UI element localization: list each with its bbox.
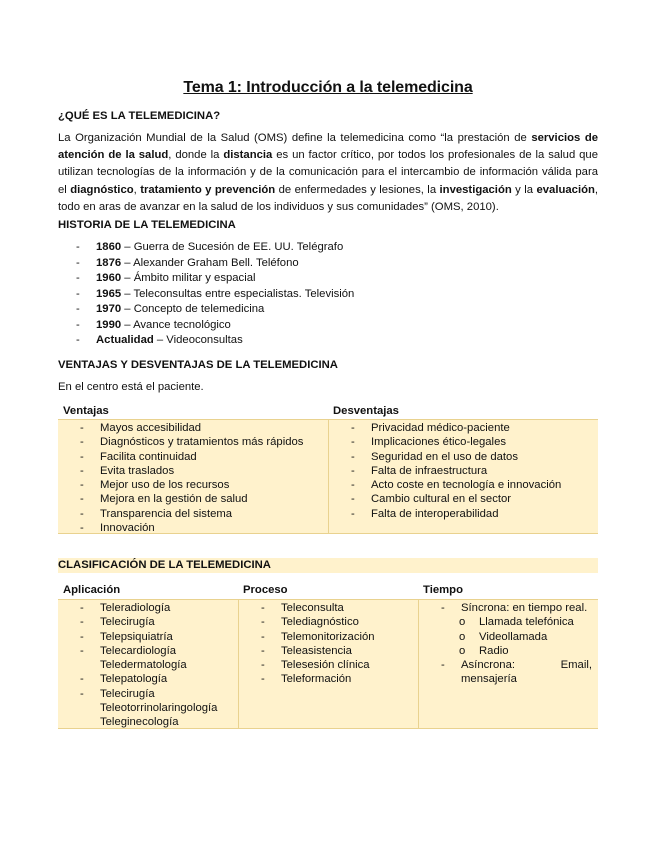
bullet-dash: - [80,493,84,506]
list-item [261,658,418,672]
proceso-list [239,601,418,687]
bullet-dash: - [76,272,80,284]
list-item [80,601,238,615]
list-item-text: Telesesión clínica [281,659,370,672]
header-tiempo: Tiempo [423,584,463,596]
paragraph-run: , [133,183,141,196]
list-item-text: Cambio cultural en el sector [371,493,512,506]
paragraph-run: La Organización Mundial de la Salud (OMS) define la telemedicina como “la prestación de [58,132,532,144]
list-item: - Síncrona: en tiempo real. [441,602,588,614]
list-item-text: Llamada telefónica [479,616,574,629]
list-item-text: Falta de infraestructura [371,464,488,477]
header-desventajas: Desventajas [333,405,399,417]
bullet-dash: - [351,493,355,506]
list-item-text: Transparencia del sistema [100,507,233,520]
list-item-text: Diagnósticos y tratamientos más rápidos [100,436,304,449]
bullet-dash: - [80,616,84,629]
list-item [80,630,238,644]
history-text: – Videoconsultas [153,334,243,346]
list-item-text: Teleginecología [100,716,179,729]
list-item-text: Implicaciones ético-legales [371,436,507,449]
ventajas-list [58,421,328,535]
bullet-dash: - [351,422,355,434]
bullet-dash: - [76,241,80,253]
history-item [76,271,354,287]
tiempo-list [419,601,598,615]
bullet-dash: - [76,256,80,269]
list-item-text: Teleotorrinolaringología [100,702,218,715]
bullet-dash: - [80,522,84,535]
bullet-dash: - [261,602,265,614]
list-item [80,421,328,435]
bullet-dash: - [261,673,265,686]
list-item-text: Facilita continuidad [100,450,197,463]
bullet-dash: - [76,303,80,315]
bullet-dash: - [80,644,84,657]
bullet-dash: - [80,673,84,686]
bullet-dash: - [261,659,265,672]
list-item-text: Telepsiquiatría [100,630,173,643]
history-year: 1960 [96,272,122,284]
history-text: – Teleconsultas entre especialistas. Televisión [121,287,355,300]
pros-cons-table [58,405,598,534]
bullet-dash: - [261,616,265,629]
list-item-text: Mejora en la gestión de salud [100,493,248,506]
page-title: Tema 1: Introducción a la telemedicina [183,79,473,96]
list-item [261,672,418,686]
paragraph-run: y la [511,183,537,196]
header-proceso: Proceso [243,584,288,596]
list-item-text: Mayos accesibilidad [100,422,202,434]
tiempo-sublist [419,615,598,658]
paragraph-run: de enfermedades y lesiones, la [275,183,440,196]
list-item-text: Telecirugía [100,616,155,629]
list-item [351,464,598,478]
list-item-text: Teleradiología [100,602,171,614]
bullet-dash: - [261,630,265,643]
header-ventajas: Ventajas [63,405,109,417]
bullet-dash: - [76,318,80,331]
bullet-dash: - [351,450,355,463]
bullet-dash: - [351,507,355,520]
paragraph-run: , donde la [168,149,224,162]
list-item [80,478,328,492]
paragraph-run: tratamiento y prevención [140,183,276,196]
history-item [76,256,354,272]
bullet-dash: - [76,334,80,346]
bullet-dash: - [80,479,84,492]
bullet-dash: - [261,644,265,657]
list-item [80,672,238,686]
list-item-text: Teledermatología [100,659,187,672]
bullet-dash: - [80,450,84,463]
bullet-dash: - [351,479,355,492]
list-item: - Asíncrona: Email, mensajería [441,659,592,686]
history-text: – Alexander Graham Bell. Teléfono [121,256,299,269]
list-item [351,507,598,521]
list-item-text: Falta de interoperabilidad [371,507,499,520]
list-item-text: Telemonitorización [281,630,375,643]
list-item [351,435,598,449]
bullet-circle: o [459,644,466,657]
list-item-text: Privacidad médico-paciente [371,422,510,434]
bullet-dash: - [80,464,84,477]
list-item-text: Videollamada [479,630,548,643]
list-item-text: Radio [479,644,509,657]
list-item-text: Telecardiología [100,644,176,657]
history-text: – Concepto de telemedicina [121,303,265,315]
list-item [80,435,328,449]
tiempo-list-async [419,658,598,687]
bullet-dash: - [80,630,84,643]
paragraph-run: , todo en aras de avanzar en la salud de los individuos y sus comunidades” (OMS, 2010). [58,183,599,213]
list-item-text: Telepatología [100,673,168,686]
history-item [76,333,354,349]
paragraph-run: distancia [223,149,273,162]
section-heading-classification: CLASIFICACIÓN DE LA TELEMEDICINA [58,558,598,573]
history-year: Actualidad [96,334,154,346]
list-item [80,464,328,478]
list-item-text: Teleformación [281,673,352,686]
paragraph-run: investigación [439,183,512,196]
bullet-dash: - [76,287,80,300]
classification-table [58,584,598,729]
paragraph-run: evaluación [536,183,595,196]
desventajas-list [329,421,598,521]
list-item [351,450,598,464]
history-year: 1965 [96,287,122,300]
aplicacion-list [58,601,238,730]
section-heading-what-is: ¿QUÉ ES LA TELEMEDICINA? [58,110,221,122]
list-item-text: Teleasistencia [281,644,352,657]
list-item [80,521,328,535]
bullet-circle: o [459,616,466,629]
list-item [80,450,328,464]
list-item [351,421,598,435]
list-item-text: Mejor uso de los recursos [100,479,230,492]
history-year: 1876 [96,256,122,269]
bullet-dash: - [351,464,355,477]
bullet-dash: - [80,602,84,614]
paragraph-run: diagnóstico [70,183,134,196]
list-item [261,630,418,644]
list-item-text: Teleconsulta [281,602,344,614]
bullet-dash: - [80,687,84,700]
list-item-text: Telecirugía [100,687,155,700]
history-item [76,318,354,334]
history-item [76,302,354,318]
bullet-dash: - [80,436,84,449]
list-item [261,601,418,615]
definition-paragraph [58,130,598,216]
list-item-text: Telediagnóstico [281,616,359,629]
history-year: 1990 [96,318,122,331]
list-item [80,492,328,506]
list-item-text: Acto coste en tecnología e innovación [371,479,562,492]
section-heading-history: HISTORIA DE LA TELEMEDICINA [58,219,236,231]
list-item [80,615,238,629]
bullet-dash: - [80,422,84,434]
sub-list-item [441,615,598,629]
list-item [261,644,418,658]
bullet-dash: - [80,507,84,520]
history-text: – Avance tecnológico [121,318,231,331]
paragraph-run: servicios de atención de la salud [58,132,599,162]
list-item [351,492,598,506]
sub-list-item [441,644,598,658]
list-item [80,507,328,521]
list-item [351,478,598,492]
history-year: 1860 [96,241,122,253]
history-item [76,287,354,303]
history-year: 1970 [96,303,122,315]
history-text: – Ámbito militar y espacial [121,272,256,284]
section-heading-pros-cons: VENTAJAS Y DESVENTAJAS DE LA TELEMEDICINA [58,359,338,371]
sub-list-item [441,630,598,644]
history-item [76,240,354,256]
list-item [80,687,238,730]
pros-cons-intro: En el centro está el paciente. [58,381,204,393]
list-item-text: Innovación [100,522,155,535]
list-item [80,644,238,673]
list-item [261,615,418,629]
history-text: – Guerra de Sucesión de EE. UU. Telégrafo [121,241,344,253]
list-item-text: Evita traslados [100,464,175,477]
header-aplicacion: Aplicación [63,584,121,596]
paragraph-run: es un factor crítico, por todos los profesionales de la salud que utilizan tecnologías de la información y de la comunicación para el intercambio de información válida para el [58,149,599,196]
history-list [76,240,354,349]
bullet-circle: o [459,630,466,643]
list-item-text: Seguridad en el uso de datos [371,450,518,463]
bullet-dash: - [351,436,355,449]
